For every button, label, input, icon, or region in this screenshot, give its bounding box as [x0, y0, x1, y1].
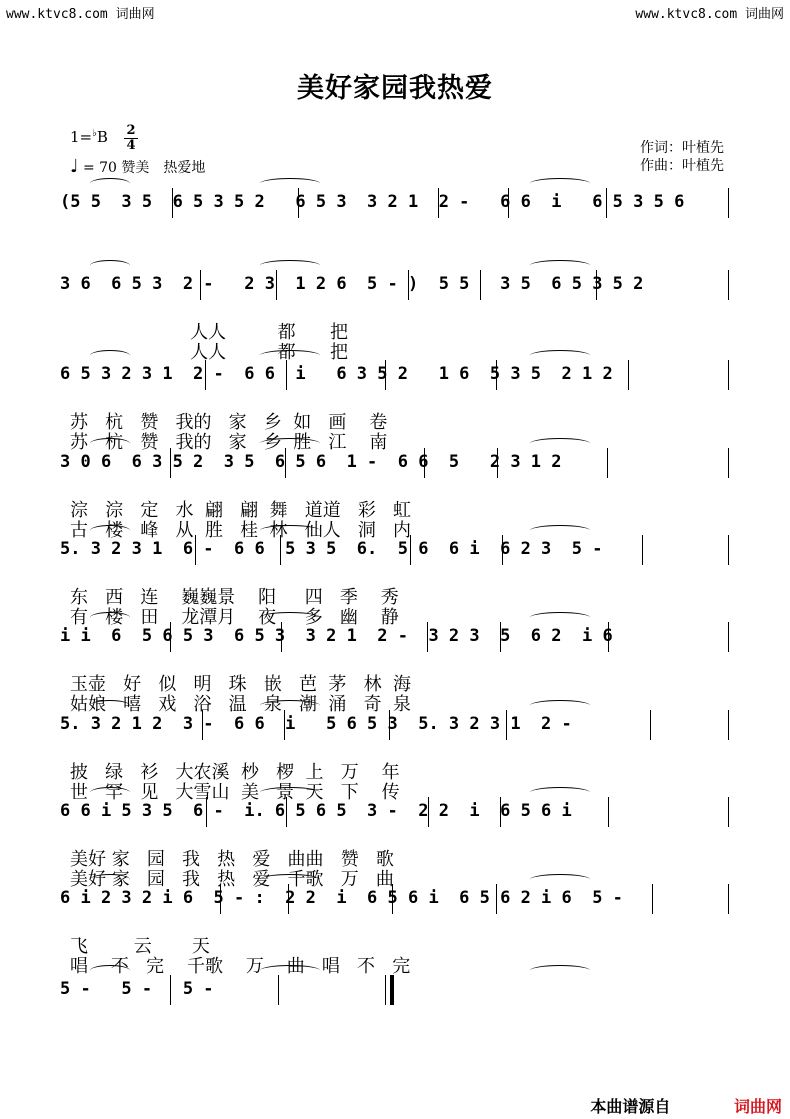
bar-line: [608, 797, 609, 827]
slur-mark: [260, 965, 320, 976]
bar-line: [728, 448, 729, 478]
bar-line: [280, 535, 281, 565]
bar-line: [202, 710, 203, 740]
lyric-line-1: 披 绿 衫 大农溪 杪 椤 上 万 年: [70, 762, 400, 783]
slur-mark: [90, 612, 130, 623]
footer-brand: 词曲网: [733, 1097, 782, 1116]
bar-line: [500, 797, 501, 827]
lyric-line-1: 东 西 连 巍巍景 阳 四 季 秀: [70, 587, 399, 608]
bar-line: [200, 270, 201, 300]
slur-mark: [90, 700, 130, 711]
bar-line: [206, 797, 207, 827]
bar-line: [608, 622, 609, 652]
slur-mark: [90, 350, 130, 361]
bar-line: [728, 360, 729, 390]
watermark-right: www.ktvc8.com 词曲网: [635, 7, 784, 22]
notation-system: [60, 710, 730, 810]
bar-line: [438, 188, 439, 218]
notation-line: i i 6 5 6 5 3 6 5 3 3 2 1 2 - 3 2 3 5 6 2 i 6: [60, 626, 613, 646]
notation-system: [60, 884, 730, 984]
time-signature: [124, 124, 138, 153]
notation-system: [60, 622, 730, 722]
slur-mark: [260, 260, 320, 271]
lyric-line-2: 人人 都 把: [70, 342, 348, 363]
bar-line: [276, 270, 277, 300]
notation-line: 3 6 6 5 3 2 - 2 3 1 2 6 5 - ) 5 5 3 5 6 5 3 5 2: [60, 274, 644, 294]
bar-line: [284, 710, 285, 740]
tempo-marking: [70, 156, 205, 177]
lyric-line-1: 人人 都 把: [70, 322, 348, 343]
slur-mark: [90, 525, 130, 536]
bar-line: [596, 270, 597, 300]
slur-mark: [530, 612, 590, 623]
slur-mark: [530, 965, 590, 976]
bar-line: [652, 884, 653, 914]
slur-mark: [90, 178, 130, 189]
notation-system: [60, 448, 730, 548]
bar-line: [628, 360, 629, 390]
bar-line: [285, 448, 286, 478]
bar-line: [220, 884, 221, 914]
slur-mark: [530, 787, 590, 798]
bar-line: [288, 884, 289, 914]
lyric-line-2: 姑娘 嘻 戏 浴 温 泉 潮 涌 奇 泉: [70, 694, 412, 715]
bar-line: [389, 710, 390, 740]
bar-line: [508, 188, 509, 218]
slur-mark: [260, 525, 320, 536]
bar-line: [286, 797, 287, 827]
bar-line: [497, 448, 498, 478]
key-note: B: [96, 128, 108, 146]
time-signature-bottom: 4: [124, 138, 138, 153]
lyric-line-2: 古 楼 峰 从 胜 桂 林 仙人 洞 内: [70, 520, 412, 541]
lyric-line-2: 世 罕 见 大雪山 美 景 天 下 传: [70, 782, 400, 803]
bar-line: [480, 270, 481, 300]
slur-mark: [90, 787, 130, 798]
slur-mark: [260, 874, 320, 885]
lyric-line-1: 苏 杭 赞 我的 家 乡 如 画 卷: [70, 412, 388, 433]
notation-system: [60, 270, 730, 370]
bar-line: [428, 797, 429, 827]
watermark-left: www.ktvc8.com 词曲网: [6, 7, 155, 22]
slur-mark: [90, 965, 130, 976]
bar-line: [606, 188, 607, 218]
footer: [590, 1094, 782, 1117]
lyric-line-1: 玉壶 好 似 明 珠 嵌 芭 茅 林 海: [70, 674, 412, 695]
slur-mark: [260, 612, 320, 623]
slur-mark: [90, 438, 130, 449]
notation-line: (5 5 3 5 6 5 3 5 2 6 5 3 3 2 1 2 - 6 6 i 6 5 3 5 6: [60, 192, 685, 212]
slur-mark: [260, 350, 320, 361]
bar-line: [728, 622, 729, 652]
bar-line: [170, 448, 171, 478]
bar-line: [496, 360, 497, 390]
notation-system: [60, 360, 730, 460]
notation-line: 3 0 6 6 3 5 2 3 5 6 5 6 1 - 6 6 5 2 3 1 2: [60, 452, 562, 472]
notation-system: [60, 797, 730, 897]
lyricist-credit: 作词：叶植先: [640, 140, 724, 156]
slur-mark: [530, 178, 590, 189]
slur-mark: [530, 260, 590, 271]
footer-source: 本曲谱源自: [590, 1097, 671, 1116]
bar-line: [506, 710, 507, 740]
composer-credit: 作曲：叶植先: [640, 158, 724, 174]
bar-line: [502, 535, 503, 565]
bar-line: [642, 535, 643, 565]
bar-line: [408, 270, 409, 300]
slur-mark: [90, 260, 130, 271]
song-title: 美好家园我热爱: [297, 73, 493, 104]
key-signature: [70, 128, 108, 146]
notation-line: 5 - 5 - 5 -: [60, 979, 214, 999]
slur-mark: [260, 438, 320, 449]
bar-line: [281, 622, 282, 652]
lyric-line-1: 美好 家 园 我 热 爱 曲曲 赞 歌: [70, 849, 394, 870]
notation-system: [60, 975, 730, 1075]
bar-line: [728, 188, 729, 218]
lyric-line-2: 苏 杭 赞 我的 家 乡 胜 江 南: [70, 432, 388, 453]
bar-line: [172, 188, 173, 218]
bar-line: [195, 535, 196, 565]
bar-line: [385, 360, 386, 390]
slur-mark: [530, 525, 590, 536]
time-signature-top: 2: [126, 123, 136, 138]
lyric-line-2: 唱 不 完 千歌 万 曲 唱 不 完: [70, 956, 411, 977]
bar-line: [607, 448, 608, 478]
bar-line: [728, 710, 729, 740]
bar-line: [728, 797, 729, 827]
notation-line: 5. 3 2 1 2 3 - 6 6 i 5 6 5 3 5. 3 2 3 1 2 -: [60, 714, 572, 734]
lyric-line-1: 飞 云 天: [70, 936, 210, 957]
lyric-line-2: 有 楼 田 龙潭月 夜 多 幽 静: [70, 607, 399, 628]
bar-line: [298, 188, 299, 218]
bar-line: [170, 975, 171, 1005]
lyric-line-1: 淙 淙 定 水 翩 翩 舞 道道 彩 虹: [70, 500, 412, 521]
final-bar-line: [385, 975, 386, 1005]
slur-mark: [260, 178, 320, 189]
bar-line: [728, 884, 729, 914]
notation-line: 6 i 2 3 2 i 6 5 - : 2 2 i 6 5 6 i 6 5 6 2 i 6 5 -: [60, 888, 623, 908]
slur-mark: [530, 700, 590, 711]
quarter-note-icon: ♩: [70, 156, 79, 177]
bar-line: [728, 535, 729, 565]
slur-mark: [90, 874, 130, 885]
lyric-line-2: 美好 家 园 我 热 爱 千歌 万 曲: [70, 869, 394, 890]
slur-mark: [260, 700, 320, 711]
flat-symbol: ♭: [92, 128, 97, 139]
bar-line: [286, 360, 287, 390]
bar-line: [427, 622, 428, 652]
bar-line: [728, 270, 729, 300]
key-label: 1=: [70, 128, 93, 146]
bar-line: [650, 710, 651, 740]
tempo-expression: 赞美 热爱地: [121, 160, 206, 176]
notation-line: 5. 3 2 3 1 6 - 6 6 5 3 5 6. 5 6 6 i 6 2 3 5 -: [60, 539, 603, 559]
slur-mark: [260, 787, 320, 798]
slur-mark: [530, 874, 590, 885]
bar-line: [392, 884, 393, 914]
notation-line: 6 6 i 5 3 5 6 - i. 6 5 6 5 3 - 2 2 i 6 5 6 i: [60, 801, 572, 821]
tempo-value: = 70: [82, 160, 117, 176]
bar-line: [170, 622, 171, 652]
notation-system: [60, 535, 730, 635]
notation-line: 6 5 3 2 3 1 2 - 6 6 i 6 3 5 2 1 6 5 3 5 2 1 2: [60, 364, 613, 384]
bar-line: [424, 448, 425, 478]
slur-mark: [530, 350, 590, 361]
bar-line: [500, 622, 501, 652]
bar-line: [496, 884, 497, 914]
bar-line: [205, 360, 206, 390]
bar-line: [278, 975, 279, 1005]
bar-line: [410, 535, 411, 565]
slur-mark: [530, 438, 590, 449]
